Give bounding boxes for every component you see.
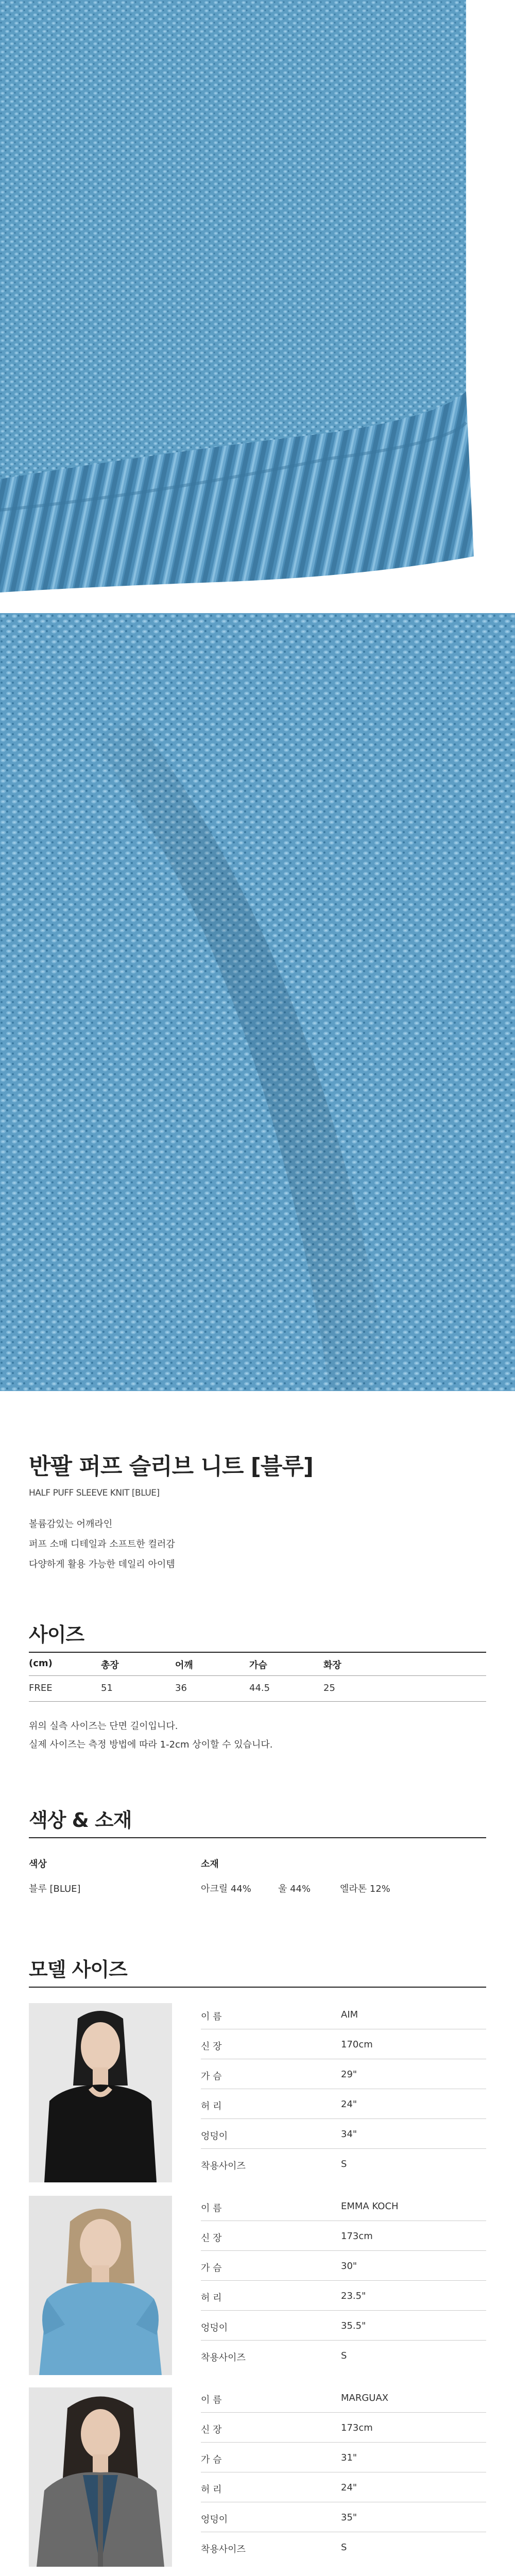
material-header-color: 색상 — [29, 1859, 47, 1870]
model-value: EMMA KOCH — [341, 2201, 399, 2212]
model-label: 신 장 — [201, 2425, 222, 2435]
model-label: 허 리 — [201, 2293, 222, 2303]
model-label: 이 름 — [201, 2395, 222, 2405]
model-label: 허 리 — [201, 2484, 222, 2495]
product-description — [29, 1517, 487, 1577]
size-header-cell: 가슴 — [249, 1660, 267, 1671]
model-row-rule — [201, 2280, 486, 2281]
size-note: 실제 사이즈는 측정 방법에 따라 1-2cm 상이할 수 있습니다. — [29, 1739, 273, 1750]
size-cell: 25 — [323, 1683, 335, 1693]
model-value: 35.5" — [341, 2320, 366, 2331]
model-label: 착용사이즈 — [201, 2352, 246, 2363]
product-title-en: HALF PUFF SLEEVE KNIT [BLUE] — [29, 1488, 160, 1498]
size-cell: 44.5 — [249, 1683, 270, 1693]
size-header-cell: 화장 — [323, 1660, 341, 1671]
model-label: 가 슴 — [201, 2071, 222, 2082]
model-photo-emma-koch — [29, 2196, 172, 2375]
model-row-rule — [201, 2250, 486, 2251]
model-photo-marguax — [29, 2387, 172, 2567]
model-value: 23.5" — [341, 2291, 366, 2301]
material-fabric: 아크릴 44% — [201, 1884, 251, 1894]
material-fabric: 울 44% — [278, 1884, 311, 1894]
model-value: 173cm — [341, 2422, 373, 2433]
model-value: S — [341, 2542, 347, 2553]
product-title-block — [29, 1448, 487, 1498]
size-header-cell: (cm) — [29, 1658, 53, 1669]
model-row-rule — [201, 2442, 486, 2443]
model-label: 허 리 — [201, 2101, 222, 2112]
model-value: 24" — [341, 2482, 357, 2493]
size-table-rule — [29, 1675, 486, 1676]
model-value: 29" — [341, 2069, 357, 2080]
model-label: 가 슴 — [201, 2454, 222, 2465]
model-label: 엉덩이 — [201, 2514, 228, 2525]
material-heading-rule — [29, 1837, 486, 1838]
size-cell: FREE — [29, 1683, 53, 1693]
model-value: S — [341, 2350, 347, 2361]
product-title-ko: 반팔 퍼프 슬리브 니트 [블루] — [29, 1453, 314, 1480]
model-value: MARGUAX — [341, 2393, 389, 2403]
size-heading-rule — [29, 1652, 486, 1653]
model-value: 34" — [341, 2129, 357, 2140]
models-heading-rule — [29, 1987, 486, 1988]
material-fabric: 엘라톤 12% — [340, 1884, 390, 1894]
product-detail-photo-texture — [0, 613, 515, 1391]
model-value: 31" — [341, 2452, 357, 2463]
model-label: 착용사이즈 — [201, 2544, 246, 2555]
model-value: 35" — [341, 2512, 357, 2523]
model-label: 착용사이즈 — [201, 2161, 246, 2172]
size-cell: 51 — [101, 1683, 113, 1693]
models-heading: 모델 사이즈 — [29, 1958, 127, 1981]
model-row-rule — [201, 2148, 486, 2149]
description-line: 다양하게 활용 가능한 데일리 아이템 — [29, 1559, 175, 1570]
material-color: 블루 [BLUE] — [29, 1884, 81, 1894]
size-header-cell: 총장 — [101, 1660, 119, 1671]
model-label: 엉덩이 — [201, 2131, 228, 2142]
model-value: AIM — [341, 2009, 358, 2020]
size-table-rule — [29, 1701, 486, 1702]
description-line: 퍼프 소매 디테일과 소프트한 컬러감 — [29, 1539, 175, 1550]
description-line: 볼륨감있는 어깨라인 — [29, 1519, 113, 1530]
product-detail-photo-cuff — [0, 0, 515, 599]
model-row-rule — [201, 2340, 486, 2341]
material-header-fabric: 소재 — [201, 1859, 219, 1870]
size-heading: 사이즈 — [29, 1623, 84, 1646]
material-heading: 색상 & 소재 — [29, 1809, 132, 1832]
model-label: 이 름 — [201, 2011, 222, 2022]
model-label: 신 장 — [201, 2041, 222, 2052]
model-value: 170cm — [341, 2039, 373, 2050]
size-cell: 36 — [175, 1683, 187, 1693]
model-value: 30" — [341, 2261, 357, 2272]
model-photo-aim — [29, 2003, 172, 2182]
model-row-rule — [201, 2412, 486, 2413]
size-header-cell: 어깨 — [175, 1660, 193, 1671]
model-label: 가 슴 — [201, 2263, 222, 2274]
model-label: 엉덩이 — [201, 2323, 228, 2333]
model-value: 24" — [341, 2099, 357, 2110]
model-row-rule — [201, 2310, 486, 2311]
model-value: 173cm — [341, 2231, 373, 2242]
model-value: S — [341, 2159, 347, 2170]
model-label: 이 름 — [201, 2203, 222, 2214]
size-note: 위의 실측 사이즈는 단면 길이입니다. — [29, 1721, 178, 1732]
model-label: 신 장 — [201, 2233, 222, 2244]
